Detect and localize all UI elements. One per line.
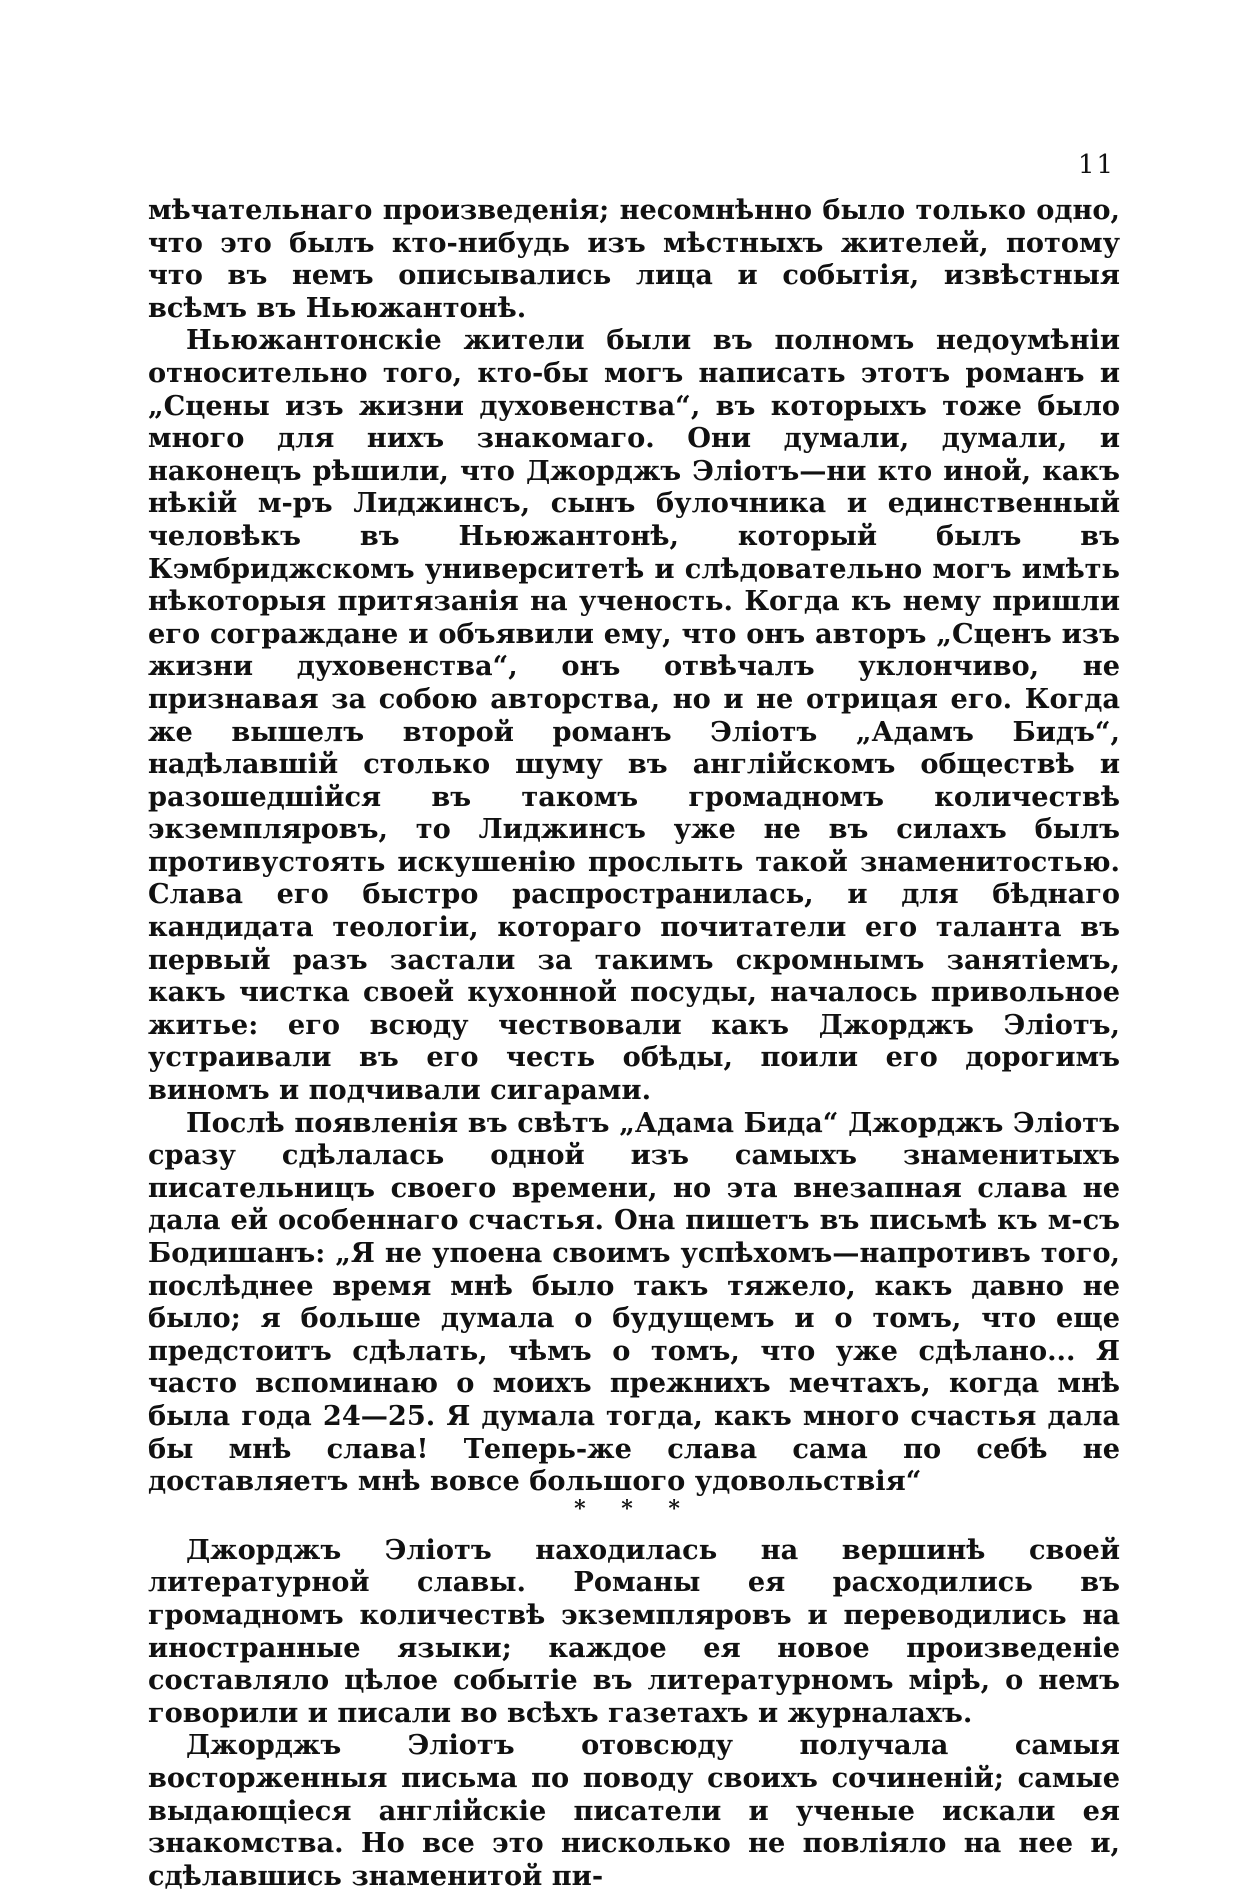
paragraph-4: Джорджъ Эліотъ находилась на вершинѣ своей литературной славы. Романы ея расходились въ громадномъ количествѣ экземпляровъ и переводились на иностранные языки; каждое ея новое произведеніе составляло цѣлое событіе въ литературномъ мірѣ, о немъ говорили и писали во всѣхъ газетахъ и журналахъ. [148, 1533, 1120, 1729]
paragraph-3: Послѣ появленія въ свѣтъ „Адама Бида“ Джорджъ Эліотъ сразу сдѣлалась одной изъ самыхъ знаменитыхъ писательницъ своего времени, но эта внезапная слава не дала ей особеннаго счастья. Она пишетъ въ письмѣ къ м-съ Бодишанъ: „Я не упоена своимъ успѣхомъ—напротивъ того, послѣднее время мнѣ было такъ тяжело, какъ давно не было; я больше думала о будущемъ и о томъ, что еще предстоитъ сдѣлать, чѣмъ о томъ, что уже сдѣлано... Я часто вспоминаю о моихъ прежнихъ мечтахъ, когда мнѣ была года 24—25. Я думала тогда, какъ много счастья дала бы мнѣ слава! Теперь-же слава сама по себѣ не доставляетъ мнѣ вовсе большого удовольствія“ [148, 1106, 1120, 1498]
section-break-asterisks: * * * [574, 1495, 694, 1522]
paragraph-5: Джорджъ Эліотъ отовсюду получала самыя восторженныя письма по поводу своихъ сочиненій; самые выдающіеся англійскіе писатели и ученые искали ея знакомства. Но все это нисколько не повліяло на нее и, сдѣлавшись знаменитой пи- [148, 1729, 1120, 1892]
paragraph-1: мѣчательнаго произведенія; несомнѣнно было только одно, что это былъ кто-нибудь изъ мѣстныхъ жителей, потому что въ немъ описывались лица и событія, извѣстныя всѣмъ въ Ньюжантонѣ. [148, 194, 1120, 324]
body-text [148, 194, 1120, 1892]
page-number: 11 [1078, 150, 1116, 180]
paragraph-2: Ньюжантонскіе жители были въ полномъ недоумѣніи относительно того, кто-бы могъ написать этотъ романъ и „Сцены изъ жизни духовенства“, въ которыхъ тоже было много для нихъ знакомаго. Они думали, думали, и наконецъ рѣшили, что Джорджъ Эліотъ—ни кто иной, какъ нѣкій м-ръ Лиджинсъ, сынъ булочника и единственный человѣкъ въ Ньюжантонѣ, который былъ въ Кэмбриджскомъ университетѣ и слѣдовательно могъ имѣть нѣкоторыя притязанія на ученость. Когда къ нему пришли его согражданe и объявили ему, что онъ авторъ „Сценъ изъ жизни духовенства“, онъ отвѣчалъ уклончиво, не признавая за собою авторства, но и не отрицая его. Когда же вышелъ второй романъ Эліотъ „Адамъ Бидъ“, надѣлавшій столько шуму въ англійскомъ обществѣ и разошедшійся въ такомъ громадномъ количествѣ экземпляровъ, то Лиджинсъ уже не въ силахъ былъ противустоять искушенію прослыть такой знаменитостью. Слава его быстро распространилась, и для бѣднаго кандидата теологіи, котораго почитатели его таланта въ первый разъ застали за такимъ скромнымъ занятіемъ, какъ чистка своей кухонной посуды, началось привольное житье: его всюду чествовали какъ Джорджъ Эліотъ, устраивали въ его честь обѣды, поили его дорогимъ виномъ и подчивали сигарами. [148, 324, 1120, 1107]
